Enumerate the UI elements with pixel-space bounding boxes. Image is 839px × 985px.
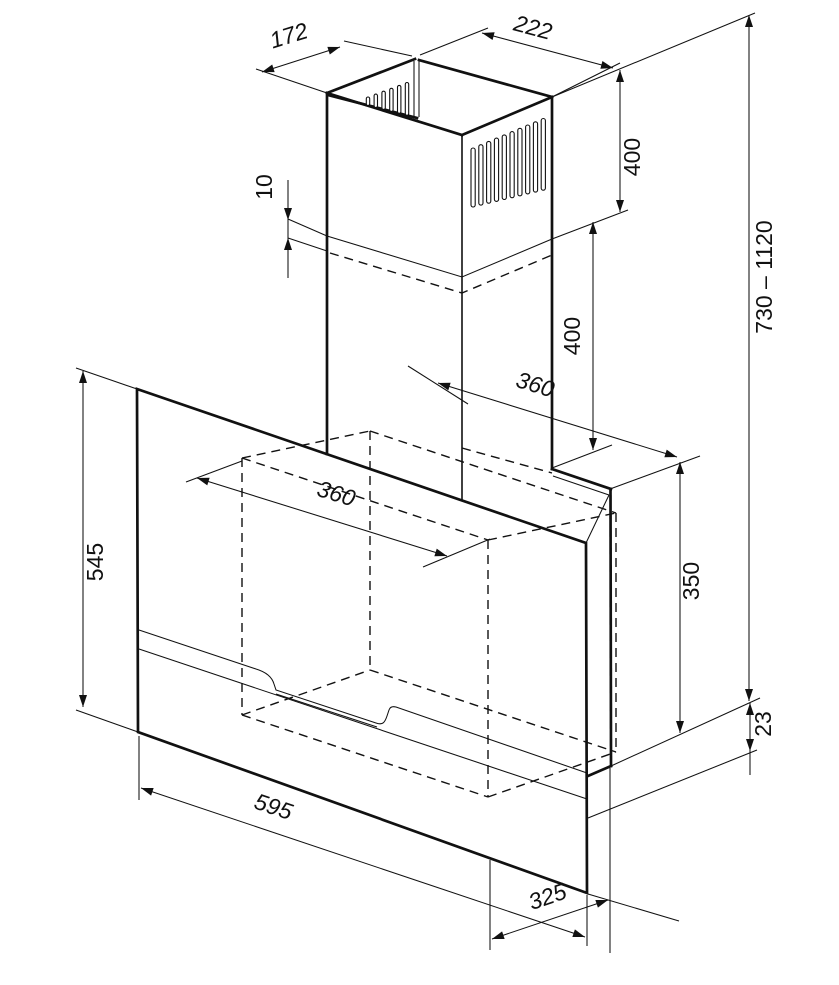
dim-glass-height-label: 545: [82, 542, 108, 582]
dim-chimney-depth-label: 172: [266, 17, 311, 54]
dim-lower-duct-height-label: 400: [559, 316, 585, 356]
dim-bottom-strip: [588, 703, 776, 818]
glass-front: [137, 389, 587, 893]
dim-glass-height: [76, 368, 138, 732]
dim-outlet-width-top-label: 360: [513, 366, 558, 403]
dim-total-height-label: 730 – 1120: [751, 220, 777, 334]
dim-upper-duct-height-label: 400: [619, 137, 645, 177]
dim-body-width: [139, 736, 587, 946]
handle-recess-line: [139, 630, 587, 773]
dim-outlet-width-inner-label: 360: [314, 475, 359, 512]
dim-chimney-depth: [256, 17, 412, 93]
dim-overlap: [251, 174, 292, 278]
dim-back-height: [611, 462, 760, 766]
dim-back-height-label: 350: [678, 561, 704, 601]
dim-bottom-depth-label: 325: [525, 877, 570, 915]
dim-overlap-label: 10: [251, 174, 277, 200]
chimney-vent-slots: [471, 119, 545, 208]
dim-lower-duct-height: [552, 222, 612, 468]
dim-outlet-width-inner: [186, 461, 490, 567]
dim-body-width-label: 595: [251, 787, 296, 825]
hood-body: [137, 389, 679, 921]
chimney: [288, 59, 552, 500]
dim-upper-duct-height: [552, 70, 645, 239]
hidden-duct-box: [242, 431, 616, 797]
dim-chimney-width-label: 222: [511, 9, 555, 45]
dim-chimney-width: [420, 9, 620, 97]
dim-bottom-strip-label: 23: [750, 711, 776, 737]
